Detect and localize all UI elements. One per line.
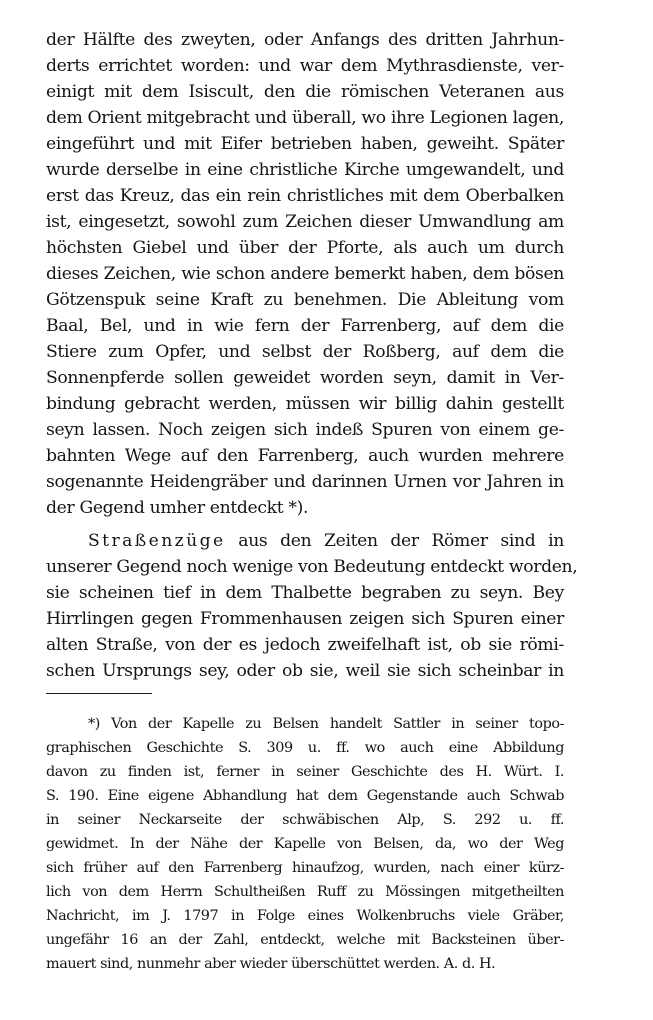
text-line: Sonnenpferde sollen geweidet worden seyn, damit in Ver- (46, 368, 564, 388)
text-line: eingeführt und mit Eifer betrieben haben, geweiht. Später (46, 134, 564, 154)
text-line: der Hälfte des zweyten, oder Anfangs des dritten Jahrhun- (46, 30, 564, 50)
footnote-line: davon zu finden ist, ferner in seiner Geschichte des H. Würt. I. (46, 764, 564, 780)
footnote-line: Nachricht, im J. 1797 in Folge eines Wolkenbruchs viele Gräber, (46, 908, 564, 924)
text-line-first (88, 528, 564, 554)
text-line: höchsten Giebel und über der Pforte, als auch um durch (46, 238, 564, 258)
text-line: sie scheinen tief in dem Thalbette begraben zu seyn. Bey (46, 583, 564, 603)
footnote-line: graphischen Geschichte S. 309 u. ff. wo auch eine Abbildung (46, 740, 564, 756)
text-line: seyn lassen. Noch zeigen sich indeß Spuren von einem ge- (46, 420, 564, 440)
text-line: der Gegend umher entdeckt *). (46, 498, 309, 518)
footnote-line: mauert sind, nunmehr aber wieder überschüttet werden. A. d. H. (46, 956, 496, 972)
spaced-heading-term: Straßenzüge (88, 531, 226, 551)
text-line: Baal, Bel, und in wie fern der Farrenberg, auf dem die (46, 316, 564, 336)
text-line: Götzenspuk seine Kraft zu benehmen. Die Ableitung vom (46, 290, 564, 310)
footnote-line: gewidmet. In der Nähe der Kapelle von Belsen, da, wo der Weg (46, 836, 564, 852)
text-line: Stiere zum Opfer, und selbst der Roßberg, auf dem die (46, 342, 564, 362)
text-line: bindung gebracht werden, müssen wir billig dahin gestellt (46, 394, 564, 414)
text-line: unserer Gegend noch wenige von Bedeutung entdeckt worden, (46, 557, 578, 577)
text-line: ist, eingesetzt, sowohl zum Zeichen dieser Umwandlung am (46, 212, 564, 232)
text-line: schen Ursprungs sey, oder ob sie, weil sie sich scheinbar in (46, 661, 564, 681)
text-line: alten Straße, von der es jedoch zweifelhaft ist, ob sie römi- (46, 635, 564, 655)
footnote-line: in seiner Neckarseite der schwäbischen Alp, S. 292 u. ff. (46, 812, 564, 828)
text-line: einigt mit dem Isiscult, den die römischen Veteranen aus (46, 82, 564, 102)
footnote-rule (46, 693, 152, 694)
text-line-rest: aus den Zeiten der Römer sind in (225, 531, 564, 551)
text-line: bahnten Wege auf den Farrenberg, auch wurden mehrere (46, 446, 564, 466)
text-line: erst das Kreuz, das ein rein christliches mit dem Oberbalken (46, 186, 564, 206)
text-line: derts errichtet worden: und war dem Mythrasdienste, ver- (46, 56, 564, 76)
footnote-line: S. 190. Eine eigene Abhandlung hat dem Gegenstande auch Schwab (46, 788, 564, 804)
footnote-line: *) Von der Kapelle zu Belsen handelt Sattler in seiner topo- (88, 716, 564, 732)
footnote-line: ungefähr 16 an der Zahl, entdeckt, welche mit Backsteinen über- (46, 932, 564, 948)
text-line: sogenannte Heidengräber und darinnen Urnen vor Jahren in (46, 472, 564, 492)
text-line: wurde derselbe in eine christliche Kirche umgewandelt, und (46, 160, 564, 180)
text-line: dem Orient mitgebracht und überall, wo ihre Legionen lagen, (46, 108, 564, 128)
text-line: Hirrlingen gegen Frommenhausen zeigen sich Spuren einer (46, 609, 564, 629)
footnote-line: lich von dem Herrn Schultheißen Ruff zu Mössingen mitgetheilten (46, 884, 564, 900)
text-line: dieses Zeichen, wie schon andere bemerkt haben, dem bösen (46, 264, 564, 284)
footnote-line: sich früher auf den Farrenberg hinaufzog, wurden, nach einer kürz- (46, 860, 564, 876)
